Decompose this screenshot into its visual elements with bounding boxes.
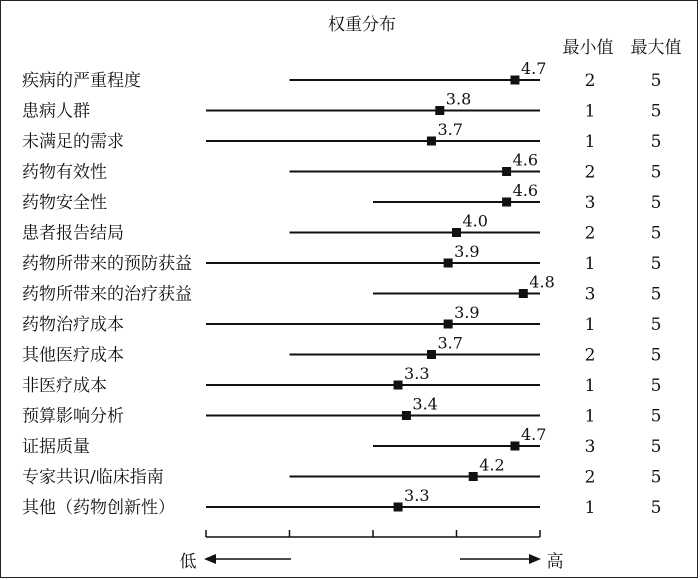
row-label: 预算影响分析	[22, 406, 124, 427]
mean-value-label: 4.0	[462, 211, 488, 231]
chart-row	[22, 212, 661, 244]
max-value: 5	[650, 406, 662, 427]
row-label: 患病人群	[22, 101, 90, 122]
chart-row	[22, 334, 661, 366]
row-label: 其他（药物创新性）	[22, 498, 175, 518]
max-value: 5	[650, 437, 662, 457]
chart-row	[22, 242, 661, 274]
min-column-header: 最小值	[562, 38, 614, 58]
max-value: 5	[650, 467, 662, 488]
row-label: 药物有效性	[22, 162, 107, 183]
min-value: 2	[584, 467, 596, 488]
row-label: 专家共识/临床指南	[22, 467, 164, 488]
max-value: 5	[650, 254, 662, 274]
min-value: 1	[584, 315, 596, 335]
max-value: 5	[650, 223, 662, 244]
mean-marker	[510, 442, 519, 451]
max-value: 5	[650, 498, 662, 518]
row-label: 证据质量	[22, 437, 90, 457]
mean-value-label: 4.7	[520, 425, 547, 444]
row-label: 患者报告结局	[22, 223, 124, 244]
scale-axis	[204, 530, 541, 564]
chart-row	[22, 486, 661, 518]
mean-value-label: 3.9	[454, 242, 480, 261]
mean-marker	[427, 137, 436, 146]
chart-row	[22, 303, 661, 335]
min-value: 2	[584, 345, 596, 366]
axis-low-label: 低	[179, 552, 197, 572]
chart-row	[22, 151, 661, 183]
max-column-header: 最大值	[630, 38, 682, 58]
mean-value-label: 4.7	[520, 59, 547, 78]
min-value: 1	[584, 254, 596, 274]
max-value: 5	[650, 315, 662, 335]
min-value: 3	[584, 437, 596, 457]
chart-rows	[22, 59, 661, 518]
min-value: 2	[584, 71, 596, 91]
mean-value-label: 3.7	[437, 333, 463, 353]
chart-row	[22, 120, 661, 152]
chart-row	[22, 364, 661, 396]
row-label: 非医疗成本	[22, 376, 107, 396]
mean-marker	[469, 472, 478, 481]
chart-row	[22, 395, 661, 427]
high-arrowhead	[529, 554, 541, 564]
min-value: 2	[584, 162, 596, 183]
max-value: 5	[650, 132, 662, 152]
mean-value-label: 4.8	[529, 272, 555, 292]
chart-title: 权重分布	[328, 15, 396, 35]
max-value: 5	[650, 162, 662, 183]
row-label: 疾病的严重程度	[22, 71, 141, 91]
mean-marker	[510, 76, 519, 85]
row-label: 药物安全性	[22, 193, 107, 213]
row-label: 药物所带来的治疗获益	[22, 284, 192, 305]
chart-row	[22, 90, 661, 122]
min-value: 3	[584, 193, 596, 213]
chart-row	[22, 456, 661, 488]
row-label: 药物治疗成本	[22, 315, 124, 335]
min-value: 1	[584, 132, 596, 152]
max-value: 5	[650, 345, 662, 366]
mean-marker	[502, 167, 511, 176]
mean-value-label: 3.8	[445, 89, 472, 109]
min-value: 1	[584, 101, 596, 122]
min-value: 1	[584, 406, 596, 427]
mean-marker	[444, 320, 453, 329]
axis-high-label: 高	[546, 552, 564, 572]
mean-marker	[427, 350, 436, 359]
chart-row	[22, 59, 661, 91]
mean-marker	[394, 503, 403, 512]
min-value: 1	[584, 376, 596, 396]
mean-value-label: 4.6	[512, 150, 539, 170]
mean-value-label: 3.3	[404, 486, 430, 505]
mean-marker	[402, 411, 411, 420]
row-label: 药物所带来的预防获益	[22, 254, 192, 274]
max-value: 5	[650, 376, 662, 396]
max-value: 5	[650, 101, 662, 122]
mean-value-label: 4.2	[479, 455, 505, 475]
min-value: 1	[584, 498, 596, 518]
row-label: 其他医疗成本	[22, 345, 124, 366]
mean-value-label: 3.7	[437, 120, 463, 139]
mean-marker	[502, 198, 511, 207]
row-label: 未满足的需求	[22, 132, 124, 152]
min-value: 3	[584, 284, 596, 305]
chart-row	[22, 181, 661, 213]
mean-marker	[444, 259, 453, 268]
mean-marker	[435, 106, 444, 115]
chart-row	[22, 425, 661, 457]
mean-value-label: 3.3	[404, 364, 430, 383]
mean-marker	[519, 289, 528, 298]
low-arrowhead	[204, 554, 216, 564]
mean-value-label: 4.6	[512, 181, 539, 200]
min-value: 2	[584, 223, 596, 244]
mean-marker	[394, 381, 403, 390]
max-value: 5	[650, 284, 662, 305]
max-value: 5	[650, 193, 662, 213]
mean-marker	[452, 228, 461, 237]
mean-value-label: 3.9	[454, 303, 480, 322]
mean-value-label: 3.4	[412, 394, 438, 414]
chart-row	[22, 273, 661, 305]
max-value: 5	[650, 71, 662, 91]
